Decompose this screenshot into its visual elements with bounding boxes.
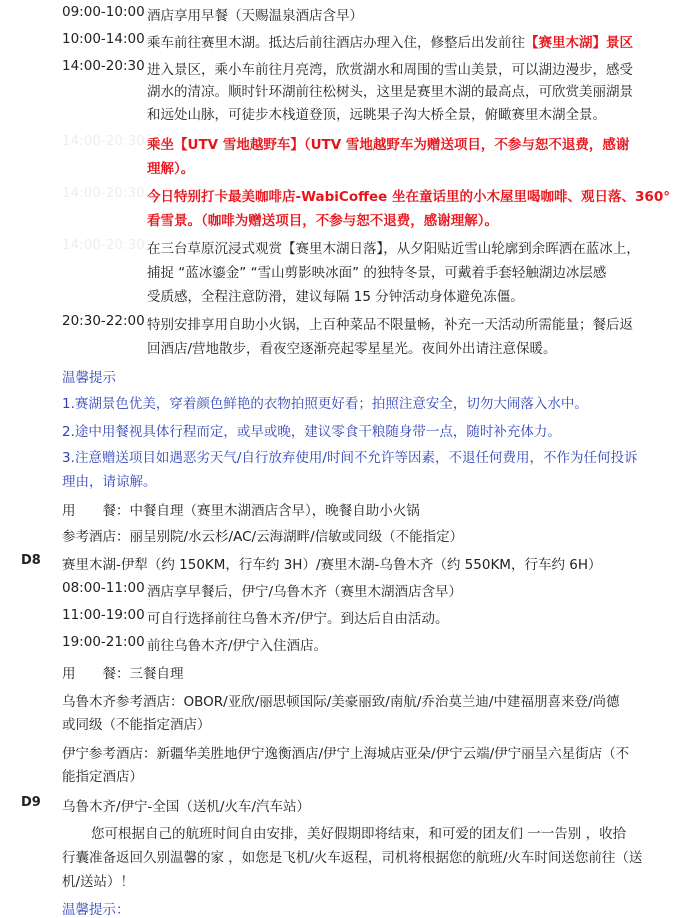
schedule-time: 14:00-20:30 [62,58,145,74]
day-title: 乌鲁木齐/伊宁-全国（送机/火车/汽车站） [62,799,311,815]
day-title: 赛里木湖-伊犁（约 150KM，行车约 3H）/赛里木湖-乌鲁木齐（约 550KM，行车约 6H） [62,557,602,573]
schedule-time-faded: 14:00-20:30 [62,237,145,253]
hotel-line: 或同级（不能指定酒店） [62,717,211,733]
schedule-text: 回酒店/营地散步，看夜空逐渐亮起零星星光。夜间外出请注意保暖。 [147,341,557,357]
utv-highlight: 乘坐【UTV 雪地越野车】（UTV 雪地越野车为赠送项目，不参与恕不退费，感谢 [147,137,630,153]
body-text: 您可根据自己的航班时间自由安排，美好假期即将结束，和可爱的团友们 一一告别 ，收拾 [91,826,627,842]
schedule-time: 20:30-22:00 [62,313,145,329]
schedule-text: 前往乌鲁木齐/伊宁入住酒店。 [147,638,328,654]
day-label: D9 [21,795,41,810]
schedule-text: 湖水的清凉。顺时针环湖前往松树头，这里是赛里木湖的最高点，可欣赏美丽湖景 [147,84,633,100]
tips-title: 温馨提示： [62,902,130,918]
schedule-time: 08:00-11:00 [62,580,145,596]
schedule-text: 和远处山脉，可徒步木栈道登顶，远眺果子沟大桥全景，俯瞰赛里木湖全景。 [147,107,606,123]
meals-line: 用 餐：三餐自理 [62,666,184,682]
schedule-text: 进入景区，乘小车前往月亮湾，欣赏湖水和周围的雪山美景，可以湖边漫步，感受 [147,62,633,78]
coffee-highlight: 今日特别打卡最美咖啡店-WabiCoffee 坐在童话里的小木屋里喝咖啡、观日落、360° [147,189,670,205]
schedule-time: 19:00-21:00 [62,634,145,650]
hotel-line: 乌鲁木齐参考酒店：OBOR/亚欣/丽思顿国际/美豪丽致/南航/乔治莫兰迪/中建福朋喜来登/尚德 [62,694,620,710]
scenic-highlight: 【赛里木湖】景区 [525,35,633,51]
schedule-time-faded: 14:00-20:30 [62,185,145,201]
schedule-text: 捕捉 “蓝冰鎏金” “雪山剪影映冰面” 的独特冬景，可戴着手套轻触湖边冰层感 [147,265,607,281]
schedule-time: 10:00-14:00 [62,31,145,47]
schedule-time: 09:00-10:00 [62,4,145,20]
body-text: 机/送站）！ [62,874,135,890]
schedule-text: 酒店享用早餐（天赐温泉酒店含早） [147,8,363,24]
tip-item: 1.赛湖景色优美，穿着颜色鲜艳的衣物拍照更好看；拍照注意安全，切勿大闹落入水中。 [62,396,588,412]
hotel-line: 伊宁参考酒店：新疆华美胜地伊宁逸衡酒店/伊宁上海城店亚朵/伊宁云端/伊宁丽呈六星街店（不 [62,746,630,762]
utv-highlight: 理解）。 [147,161,195,177]
hotel-line: 能指定酒店） [62,769,143,785]
schedule-text: 酒店享早餐后，伊宁/乌鲁木齐（赛里木湖酒店含早） [147,584,463,600]
schedule-time-faded: 14:00-20:30 [62,133,145,149]
schedule-text: 特别安排享用自助小火锅，上百种菜品不限量畅，补充一天活动所需能量；餐后返 [147,317,633,333]
tips-title: 温馨提示 [62,370,116,386]
schedule-time: 11:00-19:00 [62,607,145,623]
hotel-line: 参考酒店：丽呈别院/水云杉/AC/云海湖畔/信敏或同级（不能指定） [62,529,464,545]
schedule-text: 乘车前往赛里木湖。抵达后前往酒店办理入住，修整后出发前往【赛里木湖】景区 [147,35,633,51]
schedule-text: 可自行选择前往乌鲁木齐/伊宁。到达后自由活动。 [147,611,449,627]
tip-item: 2.途中用餐视具体行程而定，或早或晚，建议零食干粮随身带一点，随时补充体力。 [62,424,561,440]
schedule-text: 在三台草原沉浸式观赏【赛里木湖日落】，从夕阳贴近雪山轮廓到余晖洒在蓝冰上， [147,241,640,257]
tip-item: 3.注意赠送项目如遇恶劣天气/自行放弃使用/时间不允许等因素，不退任何费用，不作为任何投诉 [62,450,638,466]
tip-item: 理由，请谅解。 [62,474,157,490]
day-label: D8 [21,553,41,568]
coffee-highlight: 看雪景。（咖啡为赠送项目，不参与恕不退费，感谢理解）。 [147,213,498,229]
meals-line: 用 餐：中餐自理（赛里木湖酒店含早），晚餐自助小火锅 [62,503,420,519]
schedule-text: 受质感，全程注意防滑，建议每隔 15 分钟活动身体避免冻僵。 [147,289,524,305]
body-text: 行囊准备返回久别温馨的家 ，如您是飞机/火车返程，司机将根据您的航班/火车时间送您前往（送 [62,850,643,866]
